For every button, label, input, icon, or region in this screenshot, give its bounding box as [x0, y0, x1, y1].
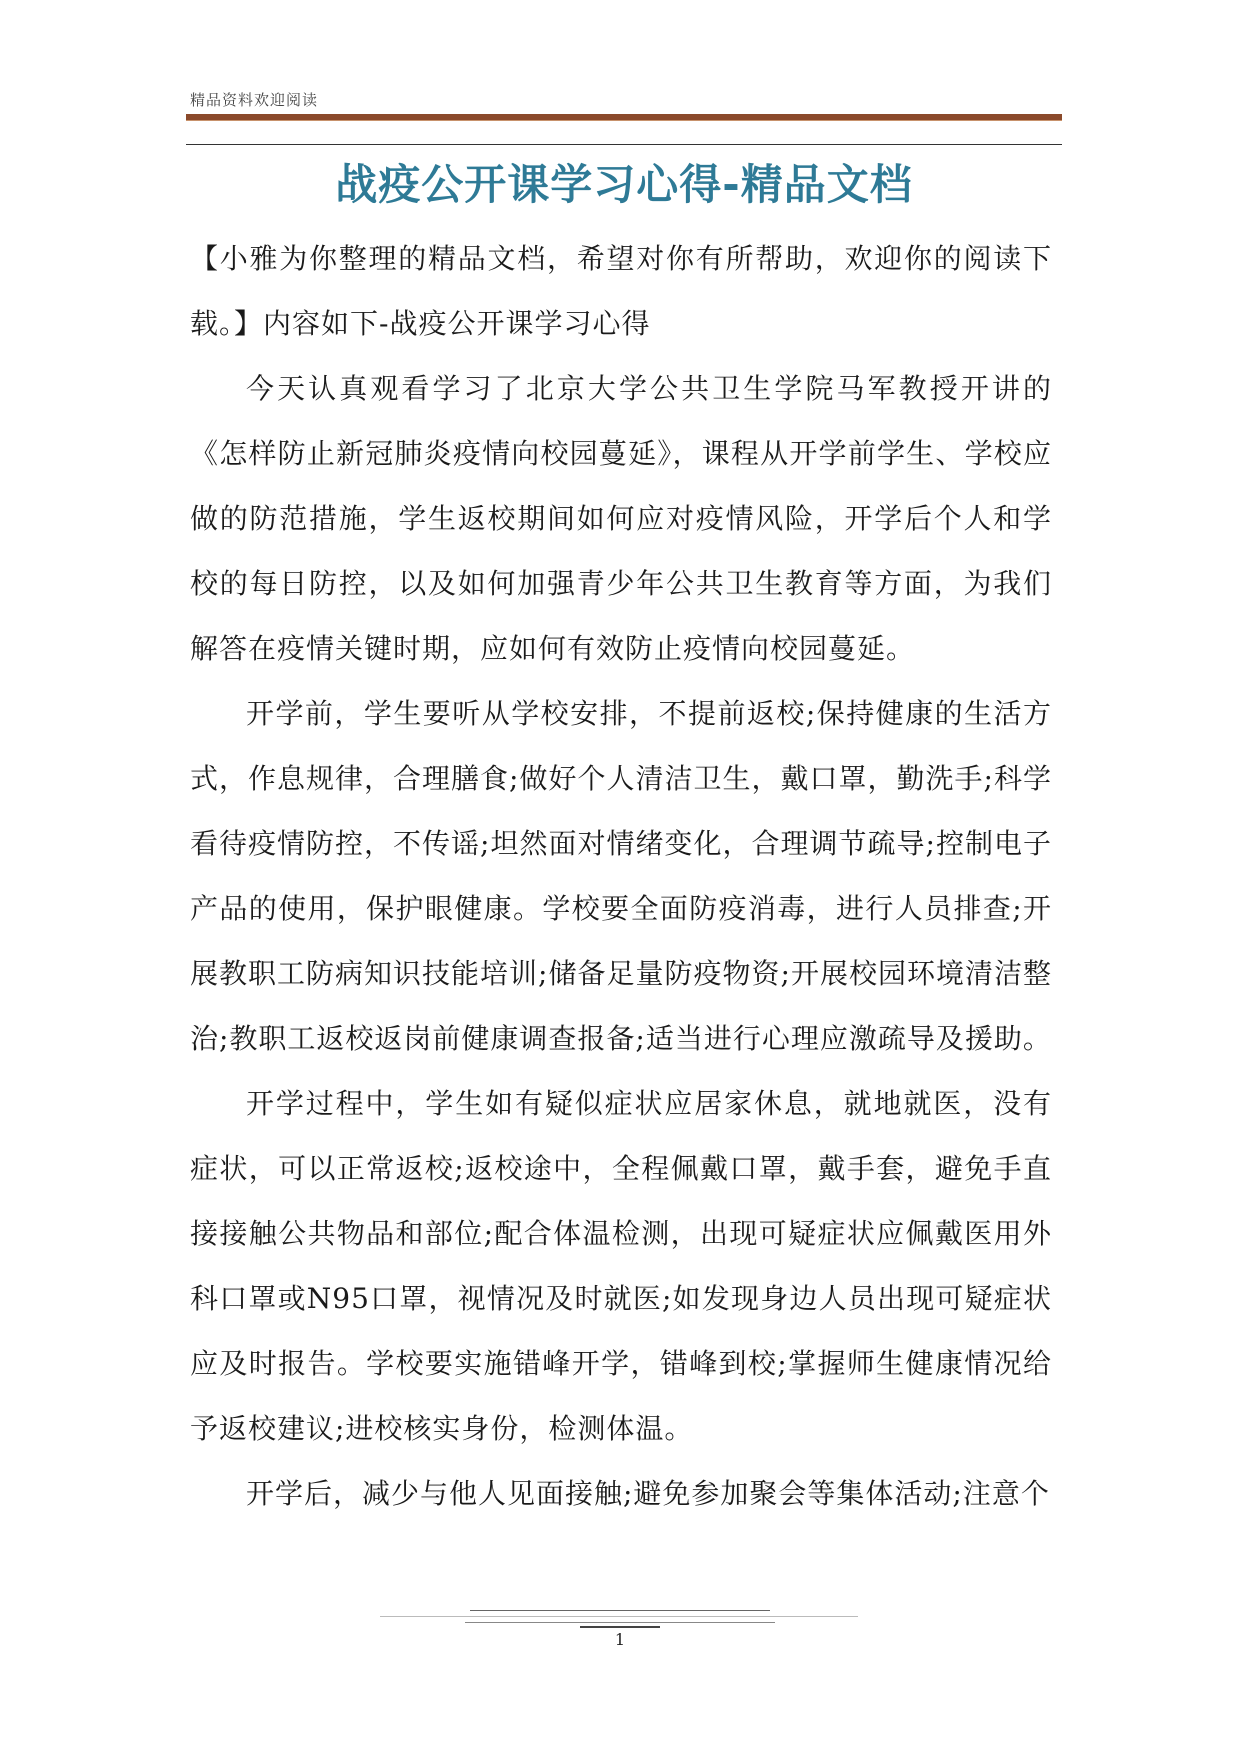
footer-rule-middle — [380, 1616, 858, 1617]
paragraph-1: 今天认真观看学习了北京大学公共卫生学院马军教授开讲的《怎样防止新冠肺炎疫情向校园蔓延》，课程从开学前学生、学校应做的防范措施，学生返校期间如何应对疫情风险，开学后个人和学校的每日防控，以及如何加强青少年公共卫生教育等方面，为我们解答在疫情关键时期，应如何有效防止疫情向校园蔓延。 — [190, 372, 1052, 665]
paragraph-2: 开学前，学生要听从学校安排，不提前返校;保持健康的生活方式，作息规律，合理膳食;做好个人清洁卫生，戴口罩，勤洗手;科学看待疫情防控，不传谣;坦然面对情绪变化，合理调节疏导;控制电子产品的使用，保护眼健康。学校要全面防疫消毒，进行人员排查;开展教职工防病知识技能培训;储备足量防疫物资;开展校园环境清洁整治;教职工返校返岗前健康调查报备;适当进行心理应激疏导及援助。 — [190, 697, 1052, 1055]
page-number: 1 — [614, 1630, 626, 1649]
paragraph-4: 开学后，减少与他人见面接触;避免参加聚会等集体活动;注意个 — [246, 1477, 1050, 1510]
document-title: 战疫公开课学习心得-精品文档 — [335, 160, 913, 209]
header-rule-thin — [186, 144, 1062, 145]
footer-rule-top — [470, 1610, 770, 1611]
header-rule-thick — [186, 114, 1062, 121]
footer-mark — [580, 1626, 660, 1628]
paragraph-intro: 【小雅为你整理的精品文档，希望对你有所帮助，欢迎你的阅读下载。】内容如下-战疫公开课学习心得 — [190, 242, 1052, 340]
page-header-text: 精品资料欢迎阅读 — [190, 91, 319, 109]
footer-rule-bottom — [465, 1622, 775, 1623]
paragraph-3: 开学过程中，学生如有疑似症状应居家休息，就地就医，没有症状，可以正常返校;返校途中，全程佩戴口罩，戴手套，避免手直接接触公共物品和部位;配合体温检测，出现可疑症状应佩戴医用外科口罩或N95口罩，视情况及时就医;如发现身边人员出现可疑症状应及时报告。学校要实施错峰开学，错峰到校;掌握师生健康情况给予返校建议;进校核实身份，检测体温。 — [190, 1087, 1052, 1445]
document-body — [190, 226, 1052, 1526]
